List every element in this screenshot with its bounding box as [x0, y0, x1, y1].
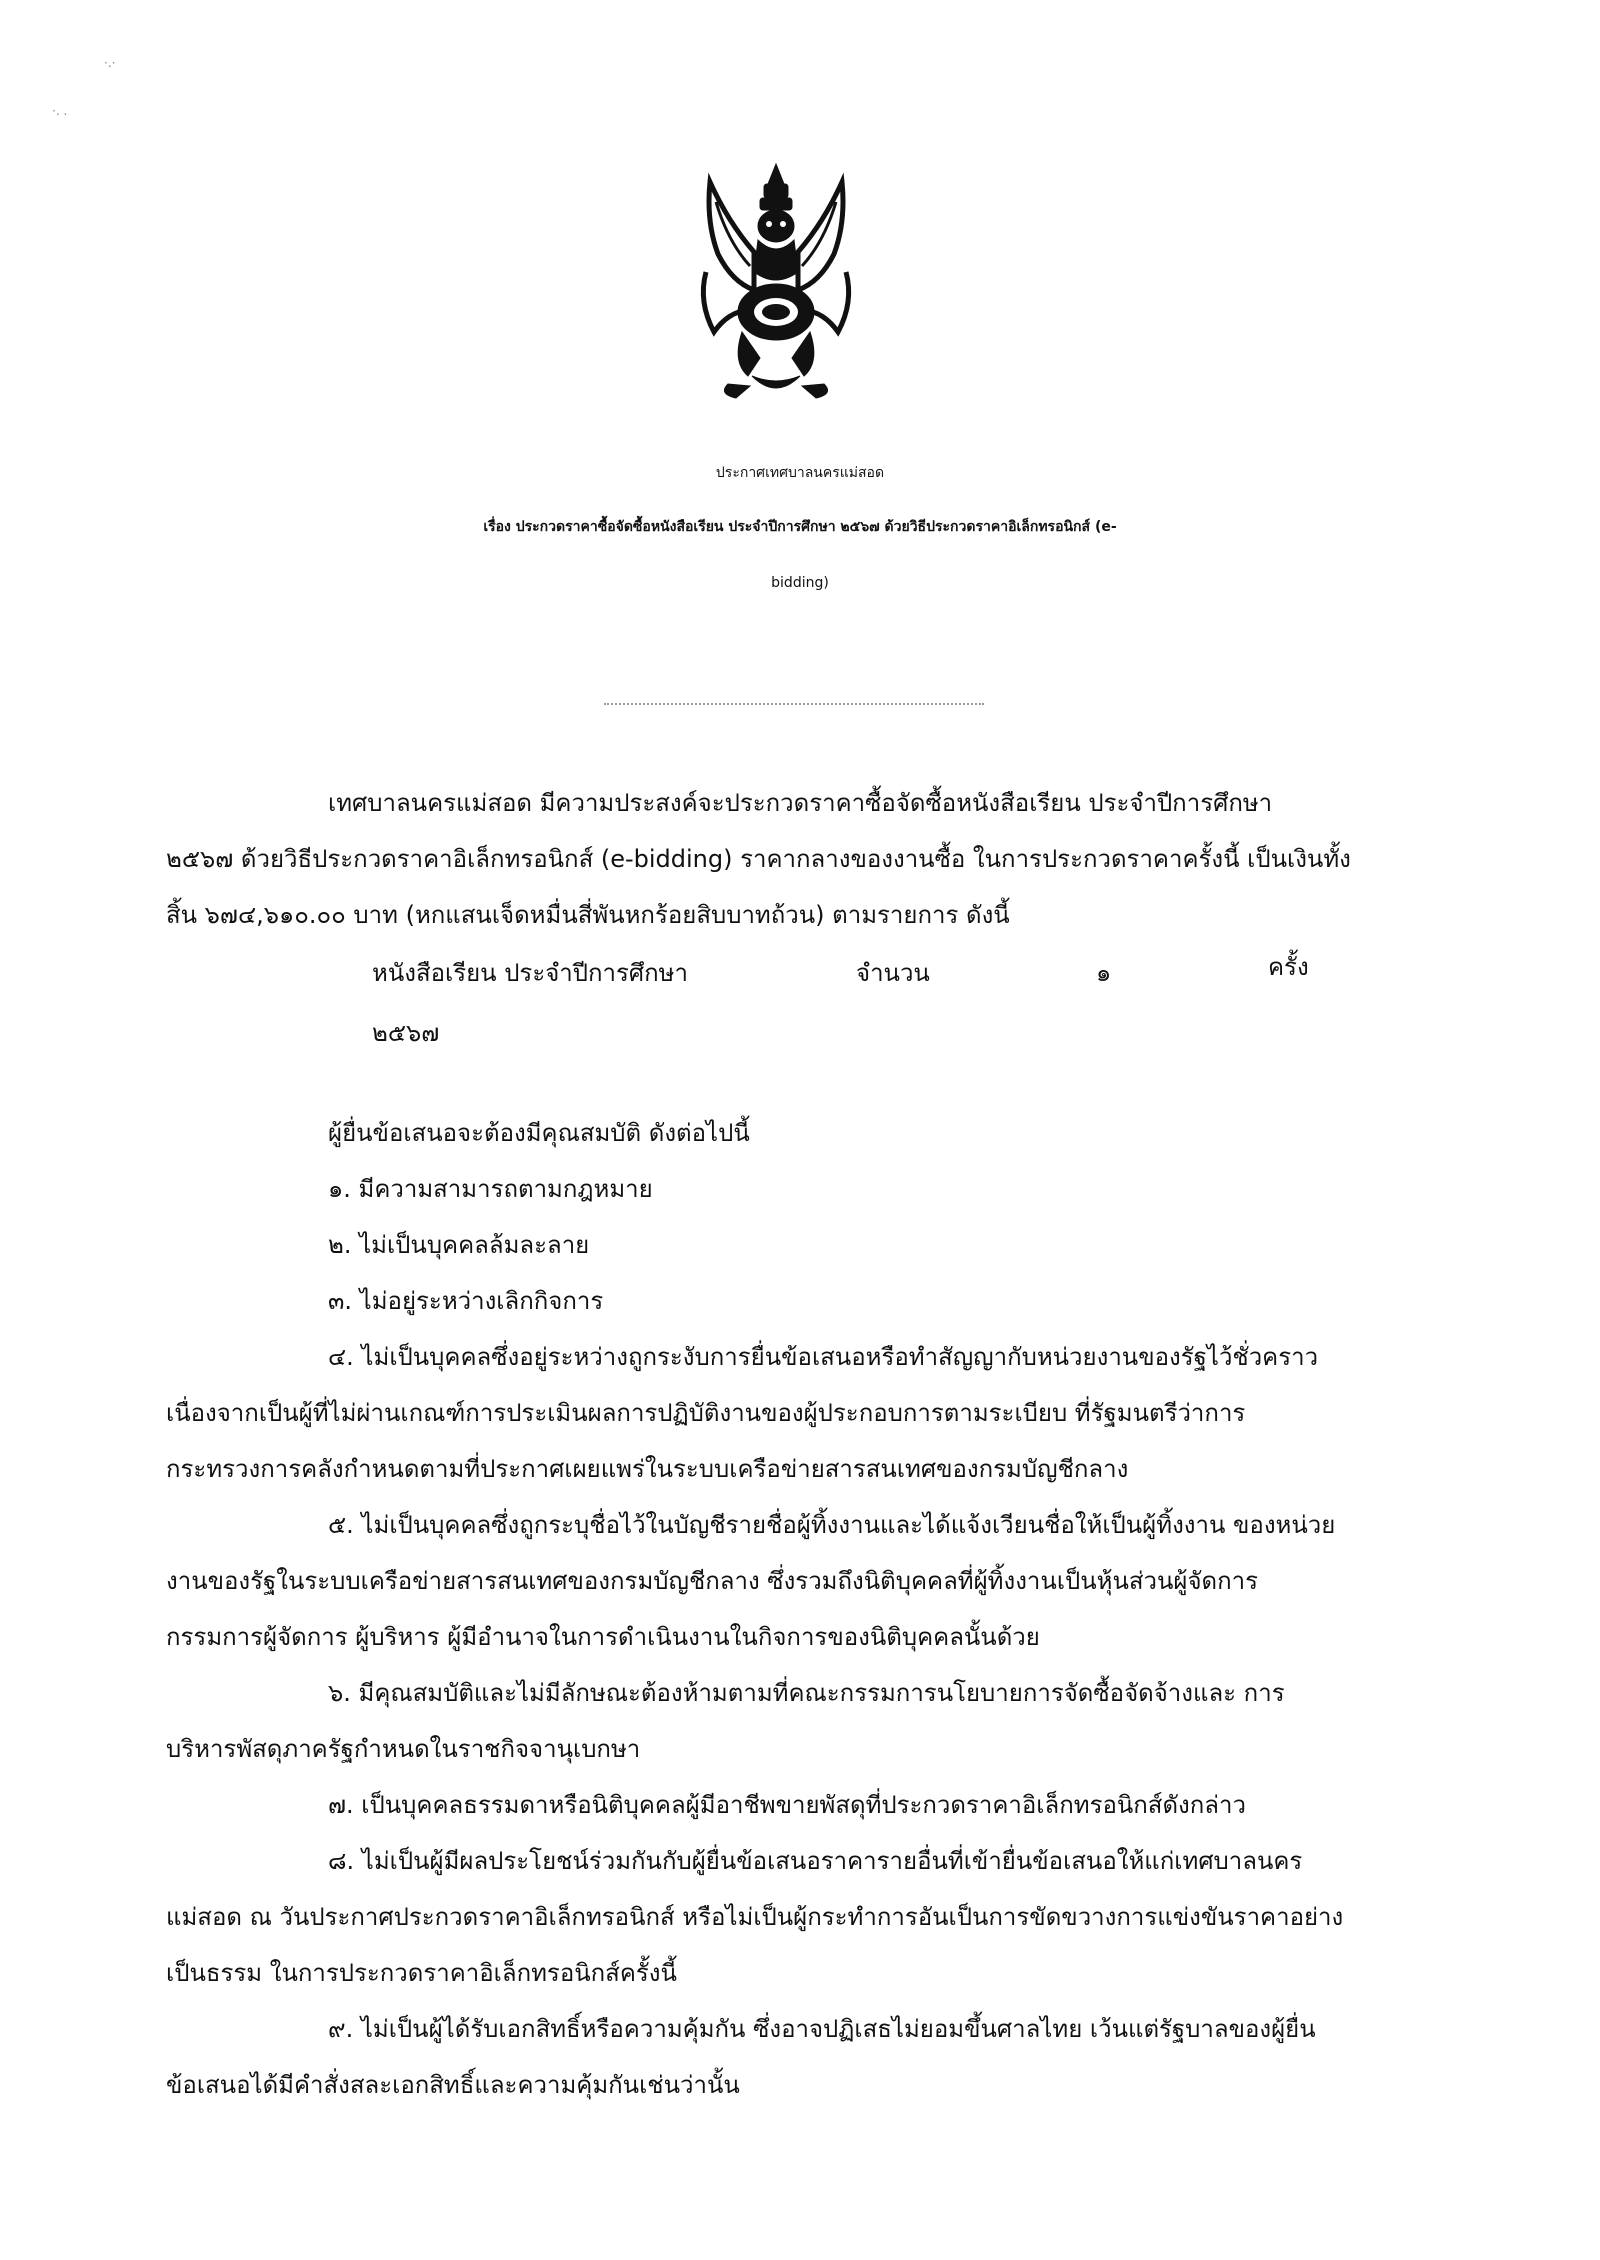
- garuda-emblem-icon: [688, 162, 864, 402]
- qualification-item: งานของรัฐในระบบเครือข่ายสารสนเทศของกรมบัญชีกลาง ซึ่งรวมถึงนิติบุคคลที่ผู้ทิ้งงานเป็นหุ้นส่วนผู้จัดการ: [166, 1567, 1259, 1595]
- qualification-item: ๑. มีความสามารถตามกฎหมาย: [328, 1175, 653, 1203]
- separator: [604, 703, 984, 705]
- qualification-item: ๗. เป็นบุคคลธรรมดาหรือนิติบุคคลผู้มีอาชีพขายพัสดุที่ประกวดราคาอิเล็กทรอนิกส์ดังกล่าว: [328, 1791, 1246, 1819]
- qualification-item: กระทรวงการคลังกำหนดตามที่ประกาศเผยแพร่ในระบบเครือข่ายสารสนเทศของกรมบัญชีกลาง: [166, 1455, 1129, 1483]
- intro-line: เทศบาลนครแม่สอด มีความประสงค์จะประกวดราคาซื้อจัดซื้อหนังสือเรียน ประจำปีการศึกษา: [328, 789, 1273, 817]
- item-qty-value: ๑: [1096, 959, 1112, 987]
- scan-speck: ·.·: [104, 56, 116, 70]
- scan-speck: ·. .: [52, 104, 68, 118]
- qualification-item: ข้อเสนอได้มีคำสั่งสละเอกสิทธิ์และความคุ้มกันเช่นว่านั้น: [166, 2071, 740, 2099]
- subject-line: bidding): [771, 575, 829, 591]
- qualification-item: บริหารพัสดุภาครัฐกำหนดในราชกิจจานุเบกษา: [166, 1735, 641, 1763]
- qualification-item: ๓. ไม่อยู่ระหว่างเลิกกิจการ: [328, 1287, 604, 1315]
- item-qty-label: จำนวน: [856, 959, 930, 987]
- qualification-item: ๘. ไม่เป็นผู้มีผลประโยชน์ร่วมกันกับผู้ยื่นข้อเสนอราคารายอื่นที่เข้ายื่นข้อเสนอให้แก่เทศบาลนคร: [328, 1847, 1303, 1875]
- qualification-item: ๖. มีคุณสมบัติและไม่มีลักษณะต้องห้ามตามที่คณะกรรมการนโยบายการจัดซื้อจัดจ้างและ การ: [328, 1679, 1285, 1707]
- qualification-item: เป็นธรรม ในการประกวดราคาอิเล็กทรอนิกส์ครั้งนี้: [166, 1959, 677, 1987]
- item-name: ๒๕๖๗: [372, 1019, 440, 1047]
- qualification-item: ๙. ไม่เป็นผู้ได้รับเอกสิทธิ์หรือความคุ้มกัน ซึ่งอาจปฏิเสธไม่ยอมขึ้นศาลไทย เว้นแต่รัฐบาลของผู้ยื่น: [328, 2015, 1316, 2043]
- page-title: ประกาศเทศบาลนครแม่สอด: [715, 465, 885, 481]
- item-name: หนังสือเรียน ประจำปีการศึกษา: [372, 959, 688, 987]
- item-unit: ครั้ง: [1268, 953, 1309, 981]
- qualification-item: ๔. ไม่เป็นบุคคลซึ่งอยู่ระหว่างถูกระงับการยื่นข้อเสนอหรือทำสัญญากับหน่วยงานของรัฐไว้ชั่วคราว: [328, 1343, 1319, 1371]
- qualifications-heading: ผู้ยื่นข้อเสนอจะต้องมีคุณสมบัติ ดังต่อไปนี้: [328, 1119, 750, 1147]
- subject-line: เรื่อง ประกวดราคาซื้อจัดซื้อหนังสือเรียน ประจำปีการศึกษา ๒๕๖๗ ด้วยวิธีประกวดราคาอิเล็กทรอนิกส์ (e-: [483, 519, 1117, 535]
- qualification-item: ๒. ไม่เป็นบุคคลล้มละลาย: [328, 1231, 590, 1259]
- qualification-item: กรรมการผู้จัดการ ผู้บริหาร ผู้มีอำนาจในการดำเนินงานในกิจการของนิติบุคคลนั้นด้วย: [166, 1623, 1040, 1651]
- intro-line: ๒๕๖๗ ด้วยวิธีประกวดราคาอิเล็กทรอนิกส์ (e-bidding) ราคากลางของงานซื้อ ในการประกวดราคาครั้งนี้ เป็นเงินทั้ง: [166, 845, 1351, 873]
- qualification-item: เนื่องจากเป็นผู้ที่ไม่ผ่านเกณฑ์การประเมินผลการปฏิบัติงานของผู้ประกอบการตามระเบียบ ที่รัฐมนตรีว่าการ: [166, 1399, 1246, 1427]
- qualification-item: แม่สอด ณ วันประกาศประกวดราคาอิเล็กทรอนิกส์ หรือไม่เป็นผู้กระทำการอันเป็นการขัดขวางการแข่งขันราคาอย่าง: [166, 1903, 1344, 1931]
- intro-line: สิ้น ๖๗๔,๖๑๐.๐๐ บาท (หกแสนเจ็ดหมื่นสี่พันหกร้อยสิบบาทถ้วน) ตามรายการ ดังนี้: [166, 901, 1010, 929]
- qualification-item: ๕. ไม่เป็นบุคคลซึ่งถูกระบุชื่อไว้ในบัญชีรายชื่อผู้ทิ้งงานและได้แจ้งเวียนชื่อให้เป็นผู้ทิ้งงาน ของหน่วย: [328, 1511, 1336, 1539]
